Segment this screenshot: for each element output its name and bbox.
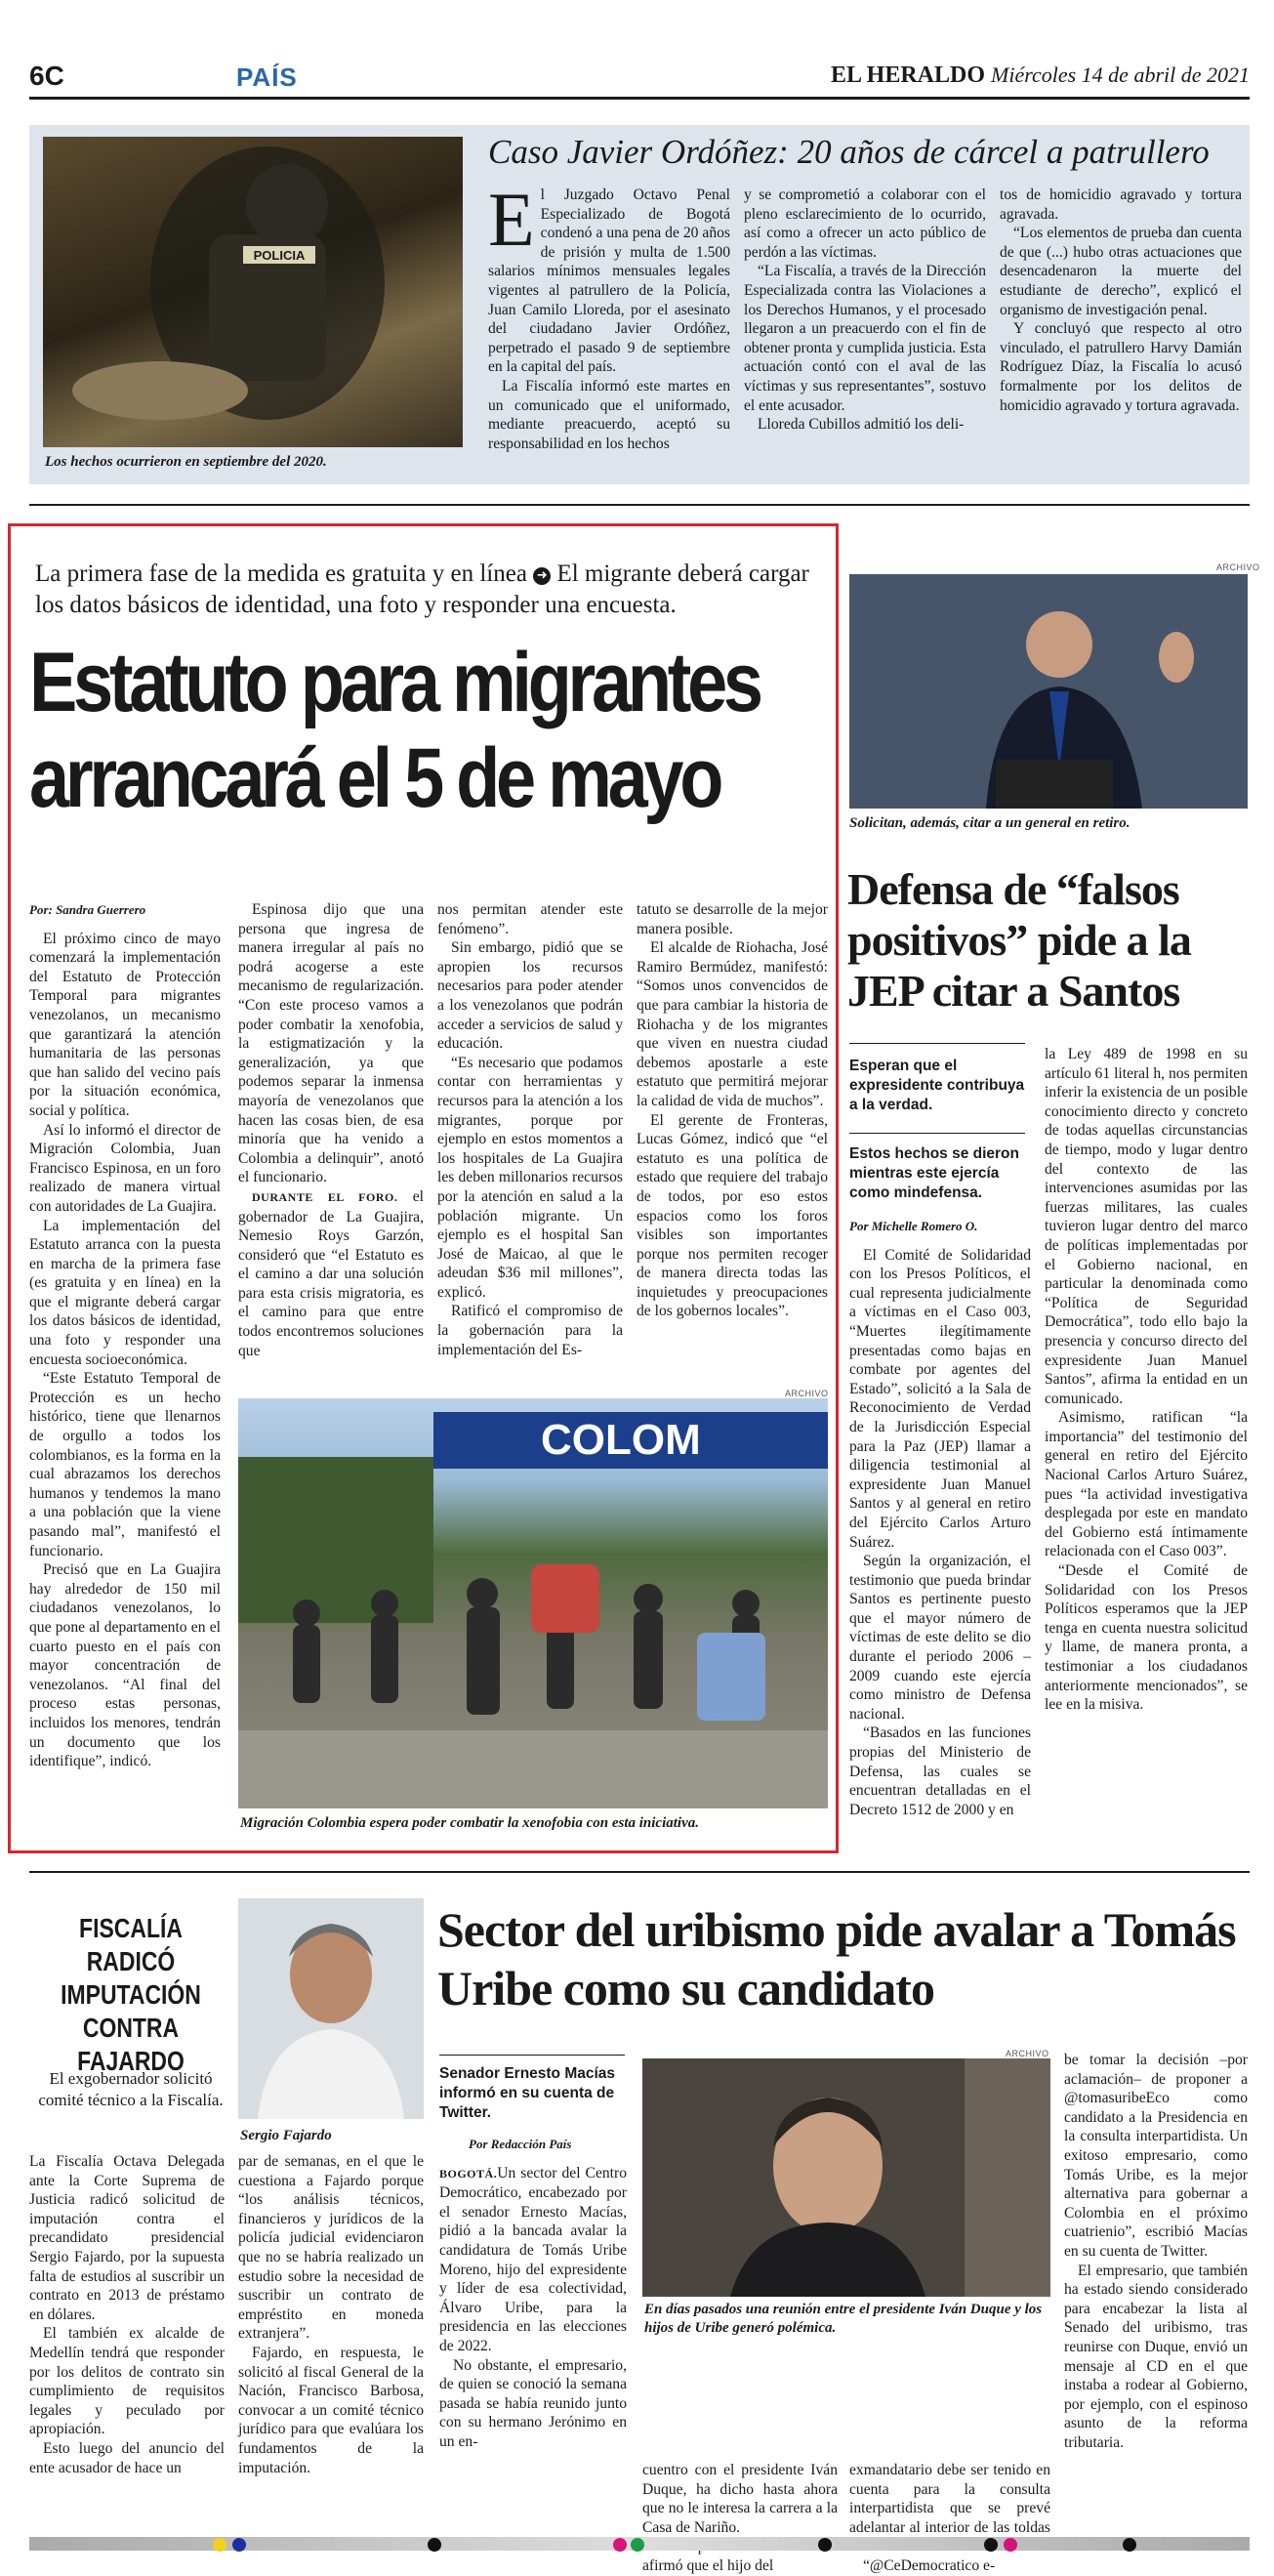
fajardo-column-1 — [29, 2152, 225, 2533]
publication-date: Miércoles 14 de abril de 2021 — [991, 62, 1250, 87]
paragraph: “Basados en las funciones propias del Ministerio de Defensa, las cuales se encuentran detalladas en el Decreto 1512 de 2000 y en — [849, 1724, 1031, 1818]
paragraph: Así lo informó el director de Migración Colombia, Juan Francisco Espinosa, en un foro realizado de manera virtual con autoridades de La Guajira. — [29, 1121, 221, 1215]
byline: Por Michelle Romero O. — [849, 1219, 978, 1233]
paragraph: El gerente de Fronteras, Lucas Gómez, indicó que “el estatuto es una política de estado que requiere del trabajo de todos, por eso estos espacios como los foros visibles son importantes porque nos permiten recoger de manera directa todas las inquietudes y preocupaciones de los gobernos locales”. — [637, 1111, 828, 1320]
paragraph: “Los elementos de prueba dan cuenta de que (...) hubo otras actuaciones que desencadenaron la muerte del estudiante de derecho”, explicó el organismo de investigación penal. — [1000, 225, 1242, 318]
paragraph: El próximo cinco de mayo comenzará la implementación del Estatuto de Protección Temporal para migrantes venezolanos, un mecanismo que garantizará la atención humanitaria de las personas que han salido del vecino país por la situación económica, social y política. — [29, 930, 221, 1119]
top-story-box — [29, 125, 1250, 484]
paragraph: l Juzgado Octavo Penal Especializado de Bogotá condenó a una pena de 20 años de prisión y multa de 1.500 salarios mínimos mensuales legales vigentes al patrullero de la Policía, Juan Camilo Lloreda, por el asesinato del ciudadano Javier Ordóñez, perpetrado el pasado 9 de septiembre en la capital del país. — [488, 187, 730, 376]
arrow-right-icon: ➜ — [533, 567, 551, 585]
santos-deck-1: Esperan que el expresidente contribuya a la verdad. — [849, 1058, 1025, 1113]
main-story-column-2 — [238, 900, 424, 1389]
page-number: 6C — [29, 61, 64, 91]
main-story-headline — [29, 635, 760, 826]
portrait-illustration — [238, 1898, 424, 2119]
section-divider — [29, 1871, 1250, 1873]
top-story-headline: Caso Javier Ordóñez: 20 años de cárcel a patrullero — [488, 133, 1210, 171]
page-header — [29, 57, 1250, 100]
headline-line-2: arrancará el 5 de mayo — [29, 731, 720, 825]
top-story-column-1 — [488, 177, 730, 478]
registration-dot — [631, 2538, 644, 2552]
registration-dot — [984, 2538, 998, 2552]
fajardo-photo-caption: Sergio Fajardo — [240, 2128, 332, 2143]
police-label: POLICIA — [253, 248, 306, 263]
uribe-deck: Senador Ernesto Macías informó en su cuenta de Twitter. — [439, 2065, 616, 2121]
santos-photo-caption: Solicitan, además, citar a un general en retiro. — [849, 815, 1130, 831]
kicker-part-1: La primera fase de la medida es gratuita y en línea — [35, 561, 527, 587]
fajardo-headline: FISCALÍA RADICÓ IMPUTACIÓN CONTRA FAJARDO — [61, 1913, 201, 2076]
main-photo-caption: Migración Colombia espera poder combatir la xenofobia con esta iniciativa. — [240, 1815, 699, 1831]
paragraph: “@CeDemocratico e- — [863, 2556, 996, 2574]
deck-divider — [439, 2055, 625, 2056]
paragraph: La Fiscalía informó este martes en un comunicado que el uniformado, mediante preacuerdo, aceptó su responsabilidad en los hechos — [488, 377, 730, 452]
uribe-story-headline: Sector del uribismo pide avalar a Tomás Uribe como su candidato — [437, 1902, 1236, 2015]
byline: Por: Sandra Guerrero — [29, 902, 146, 917]
migrants-photo — [238, 1398, 828, 1808]
top-photo-caption: Los hechos ocurrieron en septiembre del 2020. — [45, 454, 327, 470]
santos-story-headline: Defensa de “falsos positivos” pide a la JEP citar a Santos — [847, 864, 1191, 1016]
police-photo — [43, 137, 463, 447]
section-label: PAÍS — [236, 62, 298, 92]
photo-credit: ARCHIVO — [1006, 2049, 1049, 2058]
tomas-uribe-photo — [642, 2058, 1050, 2297]
registration-dot — [1004, 2538, 1017, 2552]
speaker-illustration — [849, 574, 1248, 809]
main-story-column-1 — [29, 900, 221, 1838]
santos-column-1 — [849, 1217, 1031, 1842]
santos-photo — [849, 574, 1248, 809]
top-story-column-2 — [744, 186, 986, 478]
paragraph: “La Fiscalía, a través de la Dirección Especializada contra las Violaciones a los Derechos Humanos, y el procesado llegaron a un preacuerdo con el fin de obtener pronta y cumplida justicia. Esta actuación contó con el aval de las víctimas y sus representantes”, sostuvo el ente acusador. — [744, 263, 986, 414]
uribe-column-1 — [439, 2135, 627, 2531]
paragraph: El también ex alcalde de Medellín tendrá que responder por los delitos de contrato sin cumplimiento de requisitos legales y peculado por apropiación. — [29, 2325, 225, 2438]
paragraph: la Ley 489 de 1998 en su artículo 61 literal h, nos permiten inferir la existencia de un posible conocimiento directo y concreto de todas aquellas circunstancias de tiempo, modo y lugar dentro del contexto de las intervenciones asumidas por las fuerzas militares, las cuales tuvieron lugar dentro del marco de políticas implementadas por el Gobierno nacional, en particular la denominada como “Política de Seguridad Democrática”, todo ello bajo la presencia y concurso directo del expresidente Juan Manuel Santos”, afirma la entidad en un comunicado. — [1045, 1046, 1248, 1407]
uribe-column-4 — [1064, 2051, 1248, 2533]
paragraph: tos de homicidio agravado y tortura agravada. — [1000, 187, 1242, 223]
top-story-column-3 — [1000, 186, 1242, 478]
registration-dot — [818, 2538, 832, 2552]
registration-dot — [428, 2538, 441, 2552]
main-story-kicker — [35, 559, 816, 621]
paragraph: “Desde el Comité de Solidaridad con los Presos Políticos esperamos que la JEP tenga en cuenta nuestra solicitud y llame, de manera pronta, a testimoniar a los ciudadanos anteriormente mencionados”, se lee en la misiva. — [1045, 1562, 1248, 1714]
paragraph: par de semanas, en el que le cuestiona a Fajardo porque “los análisis técnicos, financieros y jurídicos de la policía judicial evidenciaron que no se habría realizado un estudio sobre la necesidad de suscribir un contrato de empréstito en moneda extranjera”. — [238, 2153, 424, 2343]
deck-divider — [849, 1043, 1025, 1044]
paragraph: Lloreda Cubillos admitió los deli- — [758, 416, 965, 434]
santos-deck-2: Estos hechos se dieron mientras este ejercía como mindefensa. — [849, 1145, 1019, 1201]
paragraph: El Comité de Solidaridad con los Presos Políticos, el cual representa judicialmente a víctimas en el Caso 003, “Muertes ilegítimamente presentadas como bajas en combate por agentes del Estado”, solicitó a la Sala de Reconocimiento de Verdad de la Jurisdicción Especial para la Paz (JEP) llamar a diligencia testimonial al expresidente Juan Manuel Santos y al general en retiro del Ejército Carlos Arturo Suárez. — [849, 1246, 1031, 1551]
publication-name: EL HERALDO — [830, 62, 986, 88]
paragraph: exmandatario debe ser tenido en cuenta para la consulta interpartidista que se prevé adelantar al interior de las toldas — [849, 2462, 1050, 2536]
publication-line — [831, 62, 1250, 89]
crowd-illustration — [238, 1398, 828, 1808]
paragraph: No obstante, el empresario, de quien se conoció la semana pasada se había reunido junto con su hermano Jerónimo en un en- — [439, 2356, 627, 2450]
registration-dot — [613, 2538, 627, 2552]
byline: Por Redacción País — [469, 2137, 572, 2151]
paragraph-text: el gobernador de La Guajira, Nemesio Roys Garzón, consideró que “el Estatuto es el camino a dar una solución para esta crisis migratoria, es el camino para que entre todos encontremos soluciones que — [238, 1187, 424, 1359]
paragraph: tatuto se desarrolle de la mejor manera posible. — [637, 901, 828, 937]
uribe-column-2 — [642, 2461, 838, 2574]
paragraph: Y concluyó que respecto al otro vinculado, el patrullero Harvy Damián Rodríguez Díaz, la Fiscalía lo acusó formalmente por los delitos de homicidio agravado y tortura agravada. — [1000, 320, 1242, 414]
paragraph: nos permitan atender este fenómeno”. — [437, 901, 623, 937]
paragraph: Esto luego del anuncio del ente acusador de hace un — [29, 2439, 225, 2476]
fajardo-photo — [238, 1898, 424, 2119]
paragraph: afirmó que el hijo del — [642, 2556, 774, 2574]
paragraph: Espinosa dijo que una persona que ingresa de manera irregular al país no podrá acogerse a este mecanismo de regularización. “Con este proceso vamos a poder combatir la xenofobia, la estigmatización y la generalización, ya que podemos separar la inmensa mayoría de venezolanos que hacen las cosas bien, de esa minoría que ha venido a Colombia a delinquir”, anotó el funcionario. — [238, 901, 424, 1186]
paragraph: Según la organización, el testimonio que pueda brindar Santos es pertinente puesto que el mayor número de víctimas de este delito se dio durante el periodo 2006 – 2009 cuando este ejercía como ministro de Defensa nacional. — [849, 1553, 1031, 1723]
paragraph: be tomar la decisión –por aclamación– de proponer a @tomasuribeEco como candidato a la Presidencia en la consulta interpartidista. Un exitoso empresario, como Tomás Uribe, es la mejor alternativa para gobernar a Colombia en el próximo cuatrienio”, escribió Macías en su cuenta de Twitter. — [1064, 2052, 1248, 2260]
uribe-photo-caption: En días pasados una reunión entre el presidente Iván Duque y los hijos de Uribe generó polémica. — [644, 2302, 1043, 2336]
registration-dot — [1123, 2538, 1136, 2552]
fajardo-column-2 — [238, 2152, 424, 2533]
paragraph: cuentro con el presidente Iván Duque, ha dicho hasta ahora que no le interesa la carrera a la Casa de Nariño. — [642, 2462, 838, 2536]
lead-in: BOGOTÁ. — [439, 2166, 498, 2181]
section-divider — [29, 504, 1250, 506]
paragraph: El alcalde de Riohacha, José Ramiro Bermúdez, manifestó: “Somos unos convencidos de que para cambiar la historia de Riohacha y de los migrantes que viven en nuestra ciudad debemos apostarle a este estatuto que permitirá mejorar la calidad de vida de muchos”. — [637, 939, 828, 1109]
paragraph: Ratificó el compromiso de la gobernación para la implementación del Es- — [437, 1303, 623, 1358]
fajardo-deck: El exgobernador solicitó comité técnico a la Fiscalía. — [38, 2069, 224, 2109]
photo-credit: ARCHIVO — [785, 1389, 829, 1398]
deck-divider — [849, 1133, 1025, 1134]
portrait-illustration — [642, 2058, 1050, 2297]
paragraph: La implementación del Estatuto arranca con la puesta en marcha de la primera fase (es gratuita y en línea) en la que el migrante deberá cargar los datos básicos de identidad, una foto y responder una encuesta socioeconómica. — [29, 1217, 221, 1368]
paragraph: Precisó que en La Guajira hay alrededor de 150 mil ciudadanos venezolanos, lo que pone al departamento en el cuarto puesto en el país con mayor concentración de venezolanos. “Al final del proceso estas personas, incluidos los menores, tendrán un documento que los identifique”, indicó. — [29, 1561, 221, 1770]
paragraph: El empresario, que también ha estado siendo considerado para encabezar la lista al Senado del uribismo, tras reunirse con Duque, envió un mensaje al CD en el que instaba a rodear al Gobierno, por ejemplo, con el espinoso asunto de la reforma tributaria. — [1064, 2262, 1248, 2451]
paragraph: “Es necesario que podamos contar con herramientas y recursos para la atención a los migrantes, porque por ejemplo en estos momentos a los hospitales de La Guajira les deben millonarios recursos por la atención en salud a la población migrante. Un ejemplo es el hospital San José de Maicao, al que le adeudan $36 mil millones”, explicó. — [437, 1054, 623, 1301]
paragraph: Fajardo, en respuesta, le solicitó al fiscal General de la Nación, Francisco Barbosa, convocar a un comité técnico jurídico para que evalúara los fundamentos de la imputación. — [238, 2344, 424, 2476]
paragraph — [439, 2164, 627, 2356]
lead-in: DURANTE EL FORO. — [252, 1189, 398, 1204]
colombia-sign: COLOM — [433, 1412, 828, 1469]
registration-dot — [213, 2538, 226, 2552]
paragraph: Asimismo, ratifican “la importancia” del testimonio del general en retiro del Ejército Nacional Carlos Arturo Suárez, pues “la actividad investigativa desplegada por este en mandato del Gobierno está íntimamente relacionada con el Caso 003”. — [1045, 1409, 1248, 1560]
photo-credit: ARCHIVO — [1216, 562, 1260, 572]
paragraph — [238, 1187, 424, 1360]
paragraph: “Este Estatuto Temporal de Protección es un hecho histórico, tiene que llenarnos de orgullo a todos los colombianos, es la forma en la cual abrazamos los derechos humanos y tendemos la mano a una población que la viene pasando mal”, manifestó el funcionario. — [29, 1370, 221, 1559]
registration-dot — [232, 2538, 246, 2552]
kicker-part-2: El migrante deberá cargar los datos básicos de identidad, una foto y responder una encuesta. — [35, 561, 809, 618]
paragraph-text: Un sector del Centro Democrático, encabezado por el senador Ernesto Macías, pidió a la bancada avalar la candidatura de Tomás Uribe Moreno, hijo del expresidente y líder de esa colectividad, Álvaro Uribe, para la presidencia en las elecciones de 2022. — [439, 2164, 627, 2354]
headline-line-1: Estatuto para migrantes — [29, 636, 760, 729]
paragraph: Sin embargo, pidió que se apropien los recursos necesarios para poder atender a los venezolanos que podrán acceder a servicios de salud y educación. — [437, 939, 623, 1053]
police-officer-illustration — [43, 137, 463, 447]
uribe-column-3 — [849, 2461, 1050, 2574]
paragraph: y se comprometió a colaborar con el pleno esclarecimiento de lo ocurrido, así como a ofrecer un acto público de perdón a las víctimas. — [744, 187, 986, 261]
drop-cap: E — [488, 177, 535, 262]
paragraph: La Fiscalía Octava Delegada ante la Corte Suprema de Justicia radicó solicitud de imputación contra el precandidato presidencial Sergio Fajardo, por la supuesta falta de estudios al suscribir un contrato en 2013 de préstamo en dólares. — [29, 2153, 225, 2323]
main-story-column-3 — [437, 900, 623, 1389]
main-story-column-4 — [637, 900, 828, 1389]
santos-column-2 — [1045, 1045, 1248, 1846]
